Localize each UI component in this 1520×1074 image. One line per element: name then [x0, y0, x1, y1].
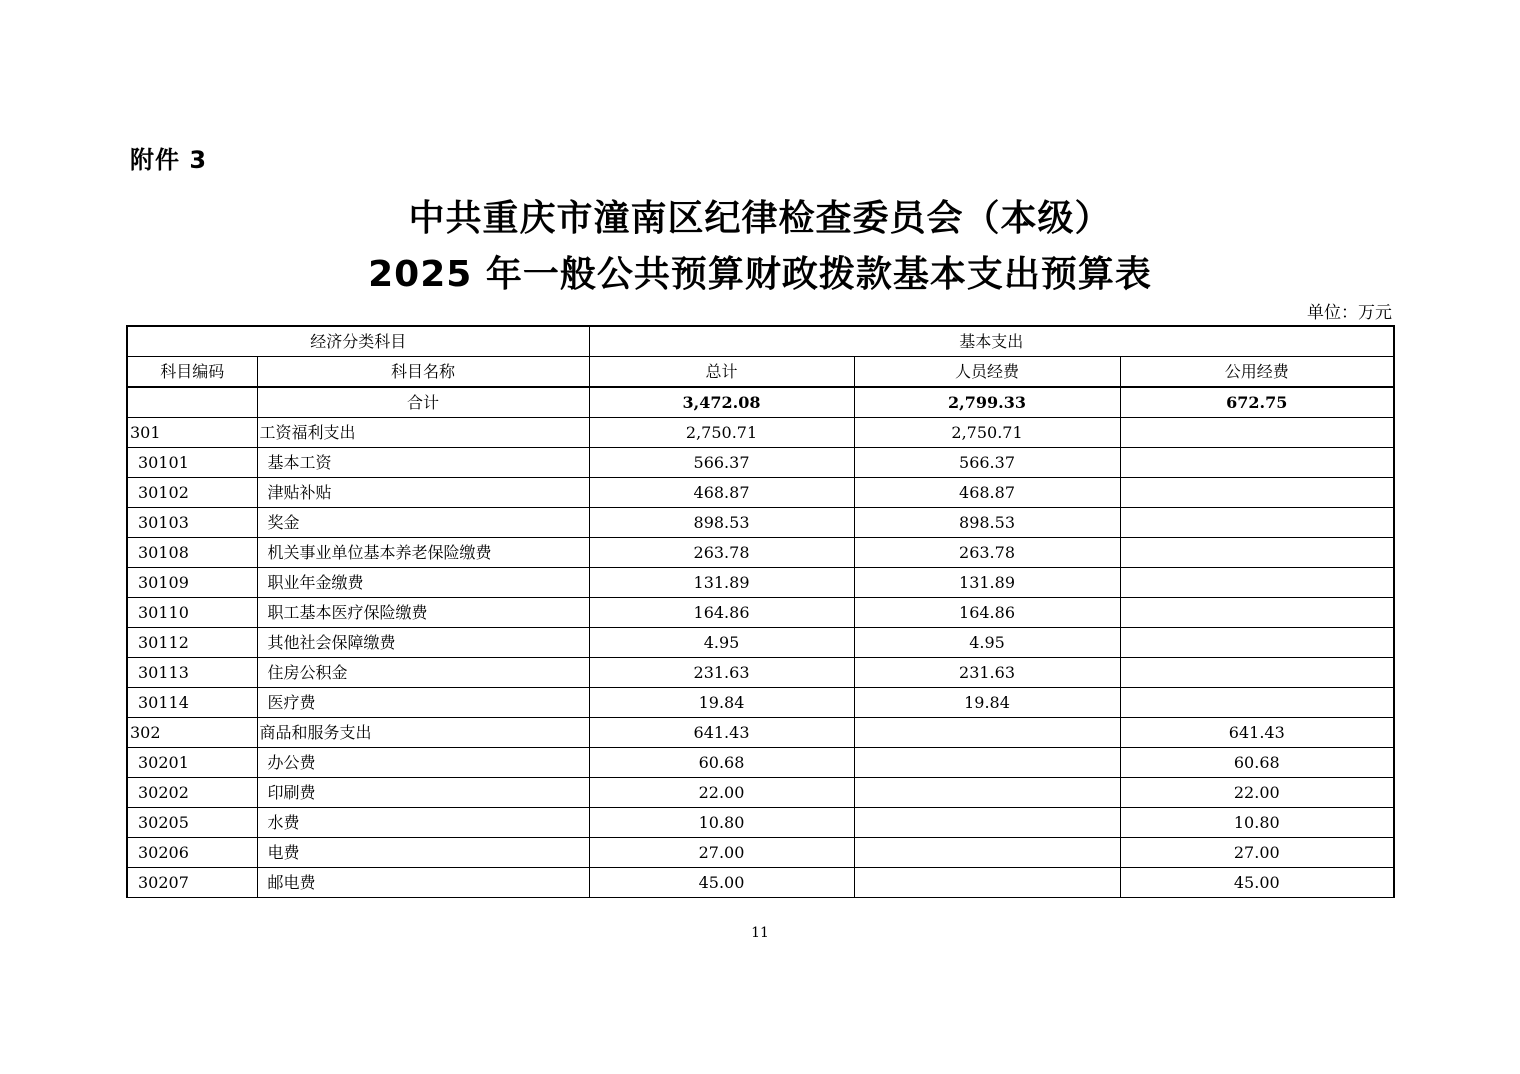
row-personnel: 263.78	[854, 538, 1120, 568]
row-public: 22.00	[1120, 778, 1394, 808]
table-row	[127, 628, 1394, 658]
row-total: 164.86	[589, 598, 854, 628]
row-total: 27.00	[589, 838, 854, 868]
table-row	[127, 688, 1394, 718]
row-total: 566.37	[589, 448, 854, 478]
row-public	[1120, 418, 1394, 448]
table-row	[127, 568, 1394, 598]
row-personnel: 131.89	[854, 568, 1120, 598]
row-name: 医疗费	[257, 688, 589, 718]
row-personnel	[854, 748, 1120, 778]
row-personnel: 164.86	[854, 598, 1120, 628]
row-total: 10.80	[589, 808, 854, 838]
row-total: 4.95	[589, 628, 854, 658]
row-total: 45.00	[589, 868, 854, 898]
table-row	[127, 538, 1394, 568]
page-title-line2: 2025 年一般公共预算财政拨款基本支出预算表	[368, 254, 1152, 295]
row-personnel: 468.87	[854, 478, 1120, 508]
row-total: 898.53	[589, 508, 854, 538]
attachment-label: 附件 3	[130, 146, 208, 174]
row-personnel	[854, 808, 1120, 838]
row-public	[1120, 568, 1394, 598]
row-code: 30102	[127, 478, 257, 508]
table-row	[127, 748, 1394, 778]
row-public: 10.80	[1120, 808, 1394, 838]
row-total: 2,750.71	[589, 418, 854, 448]
row-code: 30202	[127, 778, 257, 808]
row-total: 468.87	[589, 478, 854, 508]
total-name: 合计	[257, 387, 589, 418]
row-public	[1120, 628, 1394, 658]
row-code: 30114	[127, 688, 257, 718]
row-name: 商品和服务支出	[257, 718, 589, 748]
row-public	[1120, 538, 1394, 568]
table-row	[127, 868, 1394, 898]
total-row	[127, 387, 1394, 418]
row-personnel: 4.95	[854, 628, 1120, 658]
row-public	[1120, 688, 1394, 718]
group-header-basic-expenditure: 基本支出	[589, 326, 1394, 357]
table-row	[127, 508, 1394, 538]
row-total: 131.89	[589, 568, 854, 598]
row-name: 水费	[257, 808, 589, 838]
row-total: 231.63	[589, 658, 854, 688]
row-name: 津贴补贴	[257, 478, 589, 508]
row-personnel	[854, 778, 1120, 808]
row-code: 30108	[127, 538, 257, 568]
row-public	[1120, 448, 1394, 478]
row-personnel	[854, 868, 1120, 898]
row-personnel	[854, 838, 1120, 868]
row-name: 职业年金缴费	[257, 568, 589, 598]
page-title-line1: 中共重庆市潼南区纪律检查委员会（本级）	[408, 198, 1112, 239]
row-name: 其他社会保障缴费	[257, 628, 589, 658]
total-total: 3,472.08	[589, 387, 854, 418]
col-header-public: 公用经费	[1120, 357, 1394, 388]
budget-table	[126, 325, 1395, 898]
unit-label: 单位：万元	[1307, 303, 1392, 323]
total-public: 672.75	[1120, 387, 1394, 418]
row-code: 30207	[127, 868, 257, 898]
row-code: 30206	[127, 838, 257, 868]
row-name: 职工基本医疗保险缴费	[257, 598, 589, 628]
row-code: 30103	[127, 508, 257, 538]
table-row	[127, 448, 1394, 478]
row-code: 30205	[127, 808, 257, 838]
col-header-code: 科目编码	[127, 357, 257, 388]
column-header-row	[127, 357, 1394, 388]
row-total: 60.68	[589, 748, 854, 778]
table-row	[127, 598, 1394, 628]
row-public: 27.00	[1120, 838, 1394, 868]
row-personnel: 566.37	[854, 448, 1120, 478]
row-public	[1120, 658, 1394, 688]
row-public	[1120, 598, 1394, 628]
row-personnel: 2,750.71	[854, 418, 1120, 448]
table-row	[127, 658, 1394, 688]
col-header-personnel: 人员经费	[854, 357, 1120, 388]
row-public: 641.43	[1120, 718, 1394, 748]
row-personnel: 19.84	[854, 688, 1120, 718]
row-name: 奖金	[257, 508, 589, 538]
group-header-economic-class: 经济分类科目	[127, 326, 589, 357]
col-header-total: 总计	[589, 357, 854, 388]
row-public: 45.00	[1120, 868, 1394, 898]
row-code: 30112	[127, 628, 257, 658]
row-total: 641.43	[589, 718, 854, 748]
row-name: 电费	[257, 838, 589, 868]
row-name: 机关事业单位基本养老保险缴费	[257, 538, 589, 568]
page-number: 11	[751, 925, 769, 941]
row-total: 19.84	[589, 688, 854, 718]
row-code: 30109	[127, 568, 257, 598]
table-row	[127, 418, 1394, 448]
row-total: 263.78	[589, 538, 854, 568]
table-row	[127, 778, 1394, 808]
row-code: 301	[127, 418, 257, 448]
row-name: 印刷费	[257, 778, 589, 808]
row-name: 住房公积金	[257, 658, 589, 688]
table-row	[127, 478, 1394, 508]
table-row	[127, 838, 1394, 868]
row-total: 22.00	[589, 778, 854, 808]
row-name: 工资福利支出	[257, 418, 589, 448]
row-code: 302	[127, 718, 257, 748]
row-code: 30201	[127, 748, 257, 778]
row-name: 邮电费	[257, 868, 589, 898]
group-header-row	[127, 326, 1394, 357]
row-public	[1120, 478, 1394, 508]
row-public: 60.68	[1120, 748, 1394, 778]
row-personnel	[854, 718, 1120, 748]
row-code: 30110	[127, 598, 257, 628]
table-row	[127, 808, 1394, 838]
row-public	[1120, 508, 1394, 538]
table-row	[127, 718, 1394, 748]
row-name: 基本工资	[257, 448, 589, 478]
row-personnel: 898.53	[854, 508, 1120, 538]
row-name: 办公费	[257, 748, 589, 778]
col-header-name: 科目名称	[257, 357, 589, 388]
row-code: 30113	[127, 658, 257, 688]
row-personnel: 231.63	[854, 658, 1120, 688]
total-code	[127, 387, 257, 418]
total-personnel: 2,799.33	[854, 387, 1120, 418]
row-code: 30101	[127, 448, 257, 478]
